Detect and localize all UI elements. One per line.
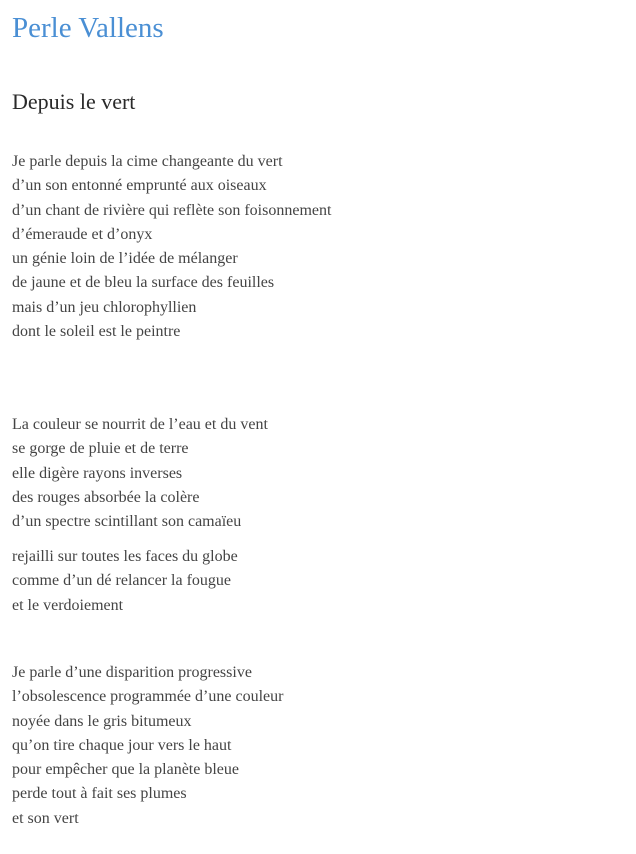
poem-line: de jaune et de bleu la surface des feuilles — [12, 274, 275, 292]
poem-line: Je parle d’une disparition progressive — [12, 664, 252, 681]
poem-line: elle digère rayons inverses — [12, 464, 183, 482]
poem-line: et le verdoiement — [12, 596, 124, 614]
poem-line: d’un chant de rivière qui reflète son foisonnement — [12, 201, 332, 219]
poem-line: d’émeraude et d’onyx — [12, 225, 153, 243]
poem-line: se gorge de pluie et de terre — [12, 440, 189, 458]
poem-line: un génie loin de l’idée de mélanger — [12, 250, 238, 268]
poem-line: et son vert — [12, 809, 79, 827]
stanza-3 — [12, 545, 238, 618]
author-name: Perle Vallens — [12, 12, 164, 44]
poem-line: perde tout à fait ses plumes — [12, 785, 187, 803]
poem-line: l’obsolescence programmée d’une couleur — [12, 688, 284, 706]
poem-line: dont le soleil est le peintre — [12, 323, 181, 341]
poem-line: noyée dans le gris bitumeux — [12, 712, 192, 730]
poem-title: Depuis le vert — [12, 89, 136, 114]
stanza-4 — [12, 661, 283, 831]
stanza-1 — [12, 150, 331, 344]
poem-line: rejailli sur toutes les faces du globe — [12, 548, 238, 565]
poem-line: mais d’un jeu chlorophyllien — [12, 298, 197, 316]
poem-line: d’un spectre scintillant son camaïeu — [12, 513, 242, 531]
poem-line: d’un son entonné emprunté aux oiseaux — [12, 177, 267, 195]
stanza-2 — [12, 413, 268, 534]
poem-line: La couleur se nourrit de l’eau et du vent — [12, 416, 268, 433]
poem-line: Je parle depuis la cime changeante du vert — [12, 153, 283, 170]
poem-line: comme d’un dé relancer la fougue — [12, 572, 232, 590]
poem-line: qu’on tire chaque jour vers le haut — [12, 736, 232, 754]
poem-line: pour empêcher que la planète bleue — [12, 761, 239, 779]
poem-line: des rouges absorbée la colère — [12, 488, 200, 506]
